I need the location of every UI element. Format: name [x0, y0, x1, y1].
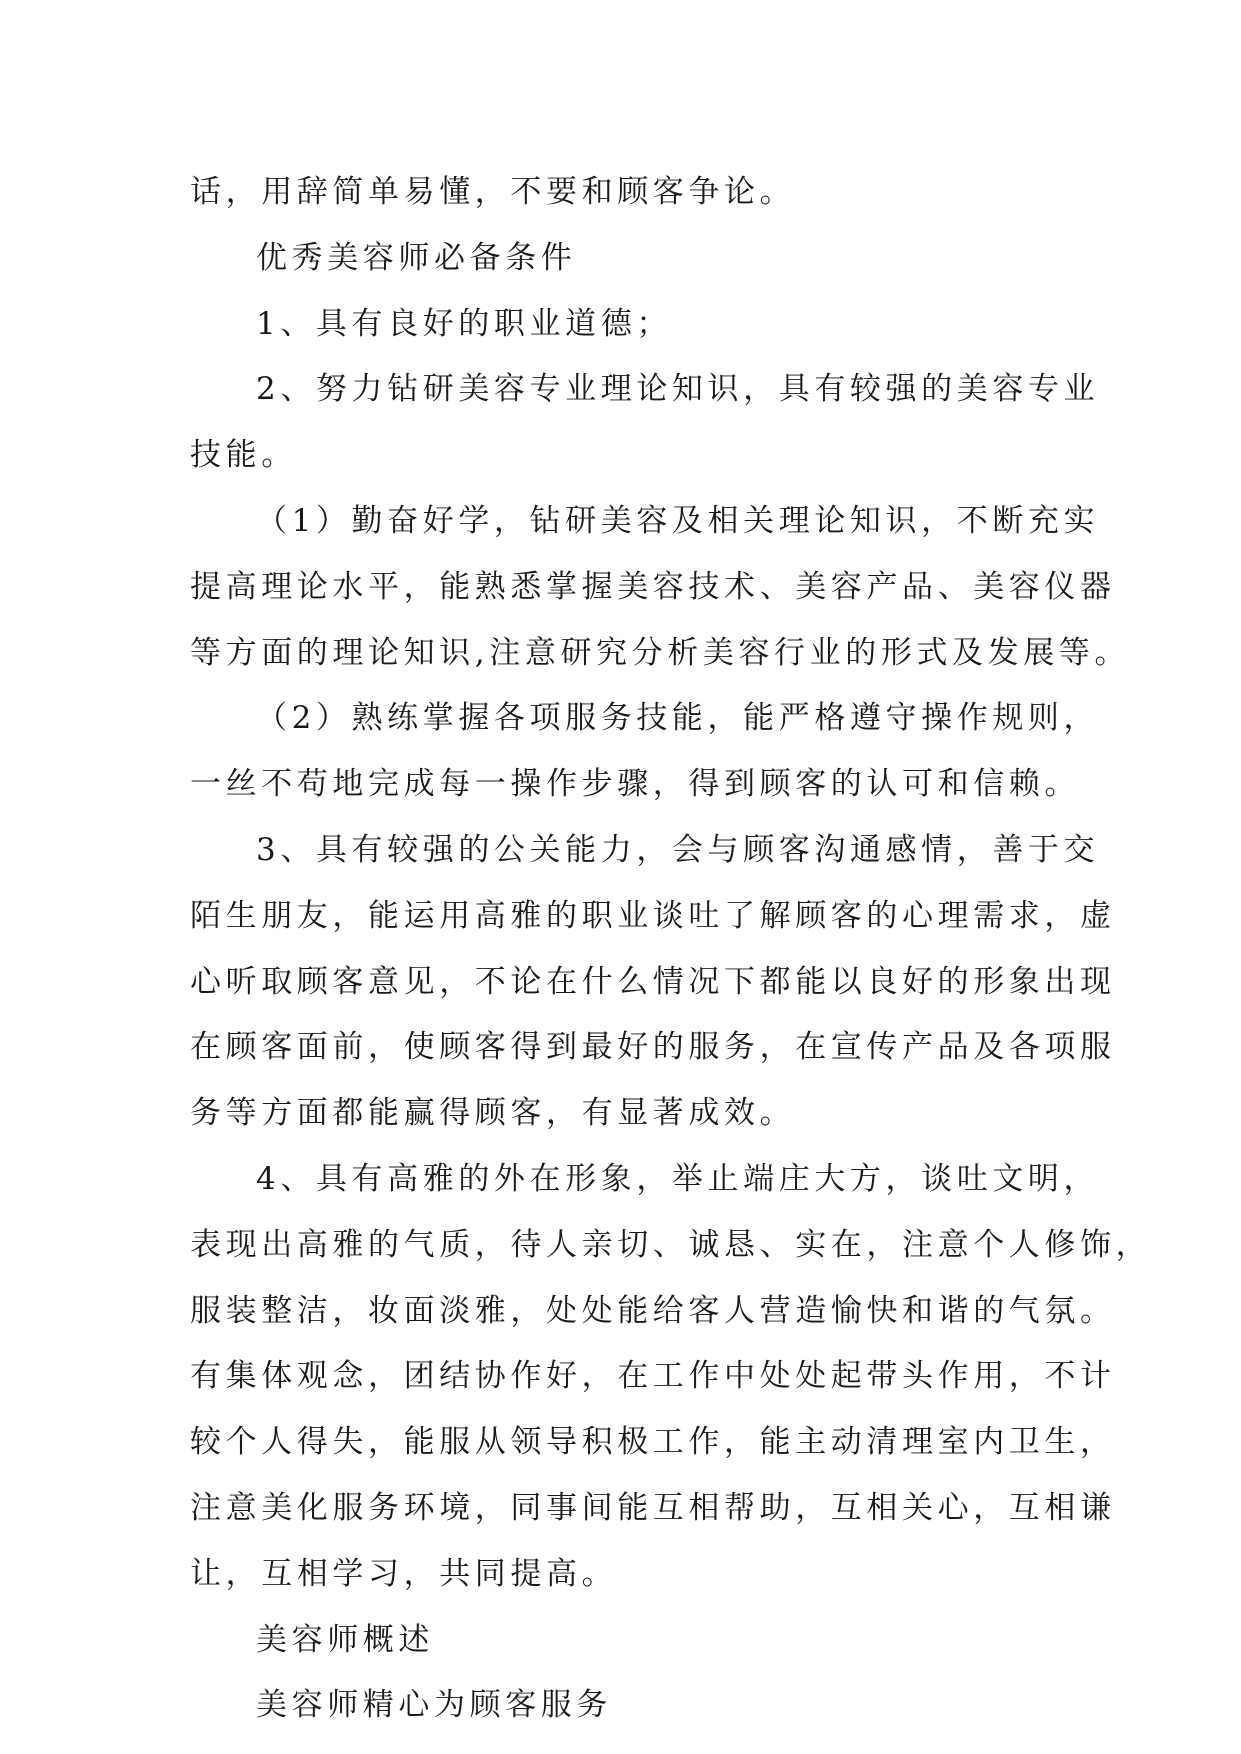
text-line: 让，互相学习，共同提高。: [190, 1555, 618, 1592]
text-line: 服装整洁，妆面淡雅，处处能给客人营造愉快和谐的气氛。: [190, 1292, 1116, 1329]
text-line: 有集体观念，团结协作好，在工作中处处起带头作用，不计: [190, 1358, 1116, 1395]
text-line: （2）熟练掌握各项服务技能，能严格遵守操作规则，: [256, 700, 1100, 737]
text-line: 话，用辞简单易懂，不要和顾客争论。: [190, 174, 796, 210]
text-line: 表现出高雅的气质，待人亲切、诚恳、实在，注意个人修饰，: [190, 1226, 1152, 1263]
text-line: 陌生朋友，能运用高雅的职业谈吐了解顾客的心理需求，虚: [190, 897, 1116, 934]
text-line: 一丝不苟地完成每一操作步骤，得到顾客的认可和信赖。: [190, 766, 1080, 803]
section-heading: 优秀美容师必备条件: [256, 239, 577, 276]
text-line: 心听取顾客意见，不论在什么情况下都能以良好的形象出现: [190, 963, 1116, 1000]
text-line: 等方面的理论知识,注意研究分析美容行业的形式及发展等。: [190, 634, 1131, 671]
text-line: 4、具有高雅的外在形象，举止端庄大方，谈吐文明，: [256, 1160, 1100, 1197]
text-line: 美容师精心为顾客服务: [256, 1687, 612, 1724]
text-line: 提高理论水平，能熟悉掌握美容技术、美容产品、美容仪器: [190, 568, 1116, 605]
document-page: [190, 160, 1152, 1739]
text-line: 务等方面都能赢得顾客，有显著成效。: [190, 1095, 796, 1132]
text-line: 较个人得失，能服从领导积极工作，能主动清理室内卫生，: [190, 1424, 1116, 1461]
section-heading: 美容师概述: [256, 1621, 434, 1658]
text-line: 在顾客面前，使顾客得到最好的服务，在宣传产品及各项服: [190, 1029, 1116, 1066]
text-line: 3、具有较强的公关能力，会与顾客沟通感情，善于交: [256, 831, 1100, 868]
text-line: 注意美化服务环境，同事间能互相帮助，互相关心，互相谦: [190, 1489, 1116, 1526]
text-line: 2、努力钻研美容专业理论知识，具有较强的美容专业: [256, 371, 1100, 408]
text-line: 技能。: [190, 437, 297, 474]
text-line: （1）勤奋好学，钻研美容及相关理论知识，不断充实: [256, 502, 1100, 539]
text-line: 1、具有良好的职业道德；: [256, 305, 672, 342]
